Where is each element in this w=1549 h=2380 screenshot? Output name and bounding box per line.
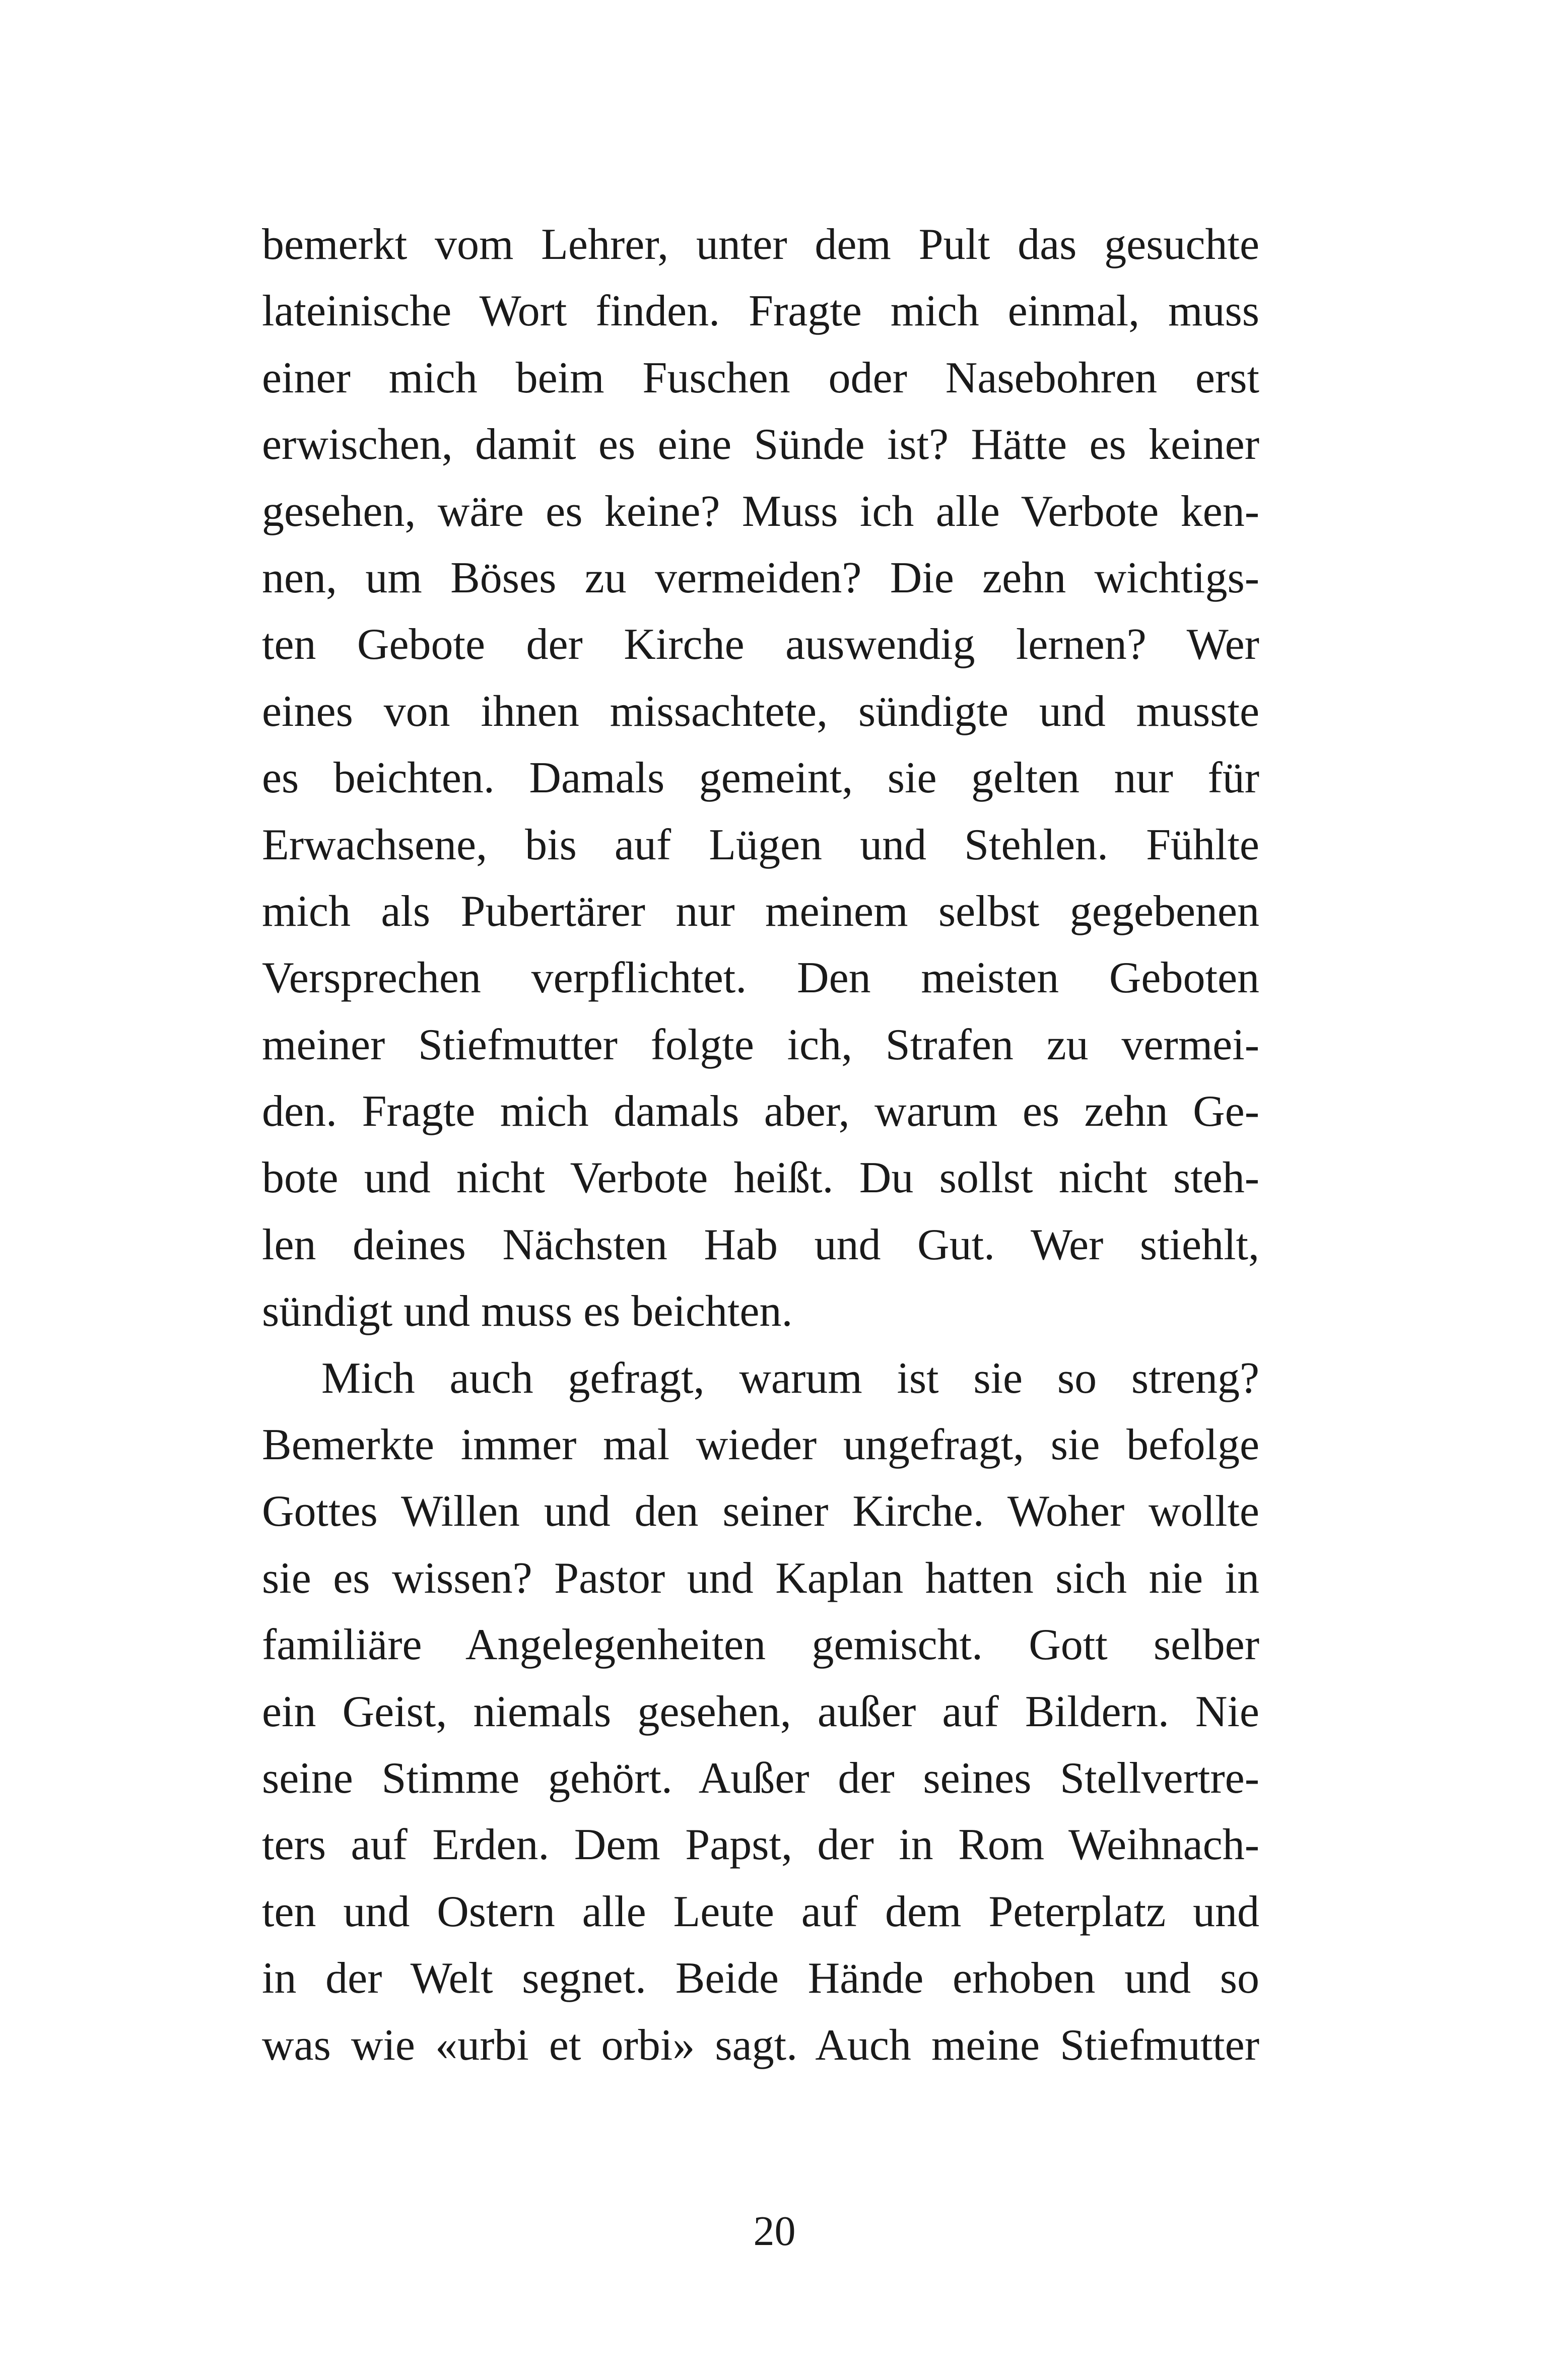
text-line: erwischen, damit es eine Sünde ist? Hätte es keiner <box>262 420 1259 469</box>
body-text <box>262 212 1259 2079</box>
text-line: nen, um Böses zu vermeiden? Die zehn wichtigs- <box>262 553 1259 602</box>
page-number: 20 <box>753 2208 796 2255</box>
text-line: in der Welt segnet. Beide Hände erhoben und so <box>262 1954 1259 2003</box>
text-line: Gottes Willen und den seiner Kirche. Woher wollte <box>262 1487 1259 1536</box>
text-line: bote und nicht Verbote heißt. Du sollst nicht steh- <box>262 1153 1259 1203</box>
text-line: ten und Ostern alle Leute auf dem Peterplatz und <box>262 1887 1259 1936</box>
text-line: Versprechen verpflichtet. Den meisten Geboten <box>262 954 1259 1003</box>
text-line: Bemerkte immer mal wieder ungefragt, sie befolge <box>262 1420 1259 1470</box>
text-line: gesehen, wäre es keine? Muss ich alle Verbote ken- <box>262 487 1259 536</box>
text-line: den. Fragte mich damals aber, warum es zehn Ge- <box>262 1087 1259 1136</box>
text-line: bemerkt vom Lehrer, unter dem Pult das gesuchte <box>262 220 1259 269</box>
text-line: sündigt und muss es beichten. <box>262 1287 793 1336</box>
text-line: lateinische Wort finden. Fragte mich einmal, muss <box>262 287 1259 336</box>
text-line: len deines Nächsten Hab und Gut. Wer stiehlt, <box>262 1220 1259 1269</box>
text-line: Erwachsene, bis auf Lügen und Stehlen. Fühlte <box>262 820 1259 869</box>
text-line: eines von ihnen missachtete, sündigte und musste <box>262 687 1259 736</box>
text-line: familiäre Angelegenheiten gemischt. Gott selber <box>262 1620 1259 1670</box>
text-line: seine Stimme gehört. Außer der seines Stellvertre- <box>262 1753 1259 1803</box>
text-line: es beichten. Damals gemeint, sie gelten nur für <box>262 754 1259 803</box>
text-line-indented: Mich auch gefragt, warum ist sie so streng? <box>321 1353 1259 1403</box>
text-line: was wie «urbi et orbi» sagt. Auch meine Stiefmutter <box>262 2020 1259 2070</box>
text-line: sie es wissen? Pastor und Kaplan hatten sich nie in <box>262 1553 1259 1603</box>
text-line: meiner Stiefmutter folgte ich, Strafen zu vermei- <box>262 1020 1259 1069</box>
text-line: ters auf Erden. Dem Papst, der in Rom Weihnach- <box>262 1820 1259 1870</box>
text-line: mich als Pubertärer nur meinem selbst gegebenen <box>262 887 1259 936</box>
text-line: ten Gebote der Kirche auswendig lernen? Wer <box>262 620 1259 669</box>
text-line: einer mich beim Fuschen oder Nasebohren erst <box>262 353 1259 402</box>
text-line: ein Geist, niemals gesehen, außer auf Bildern. Nie <box>262 1687 1259 1736</box>
